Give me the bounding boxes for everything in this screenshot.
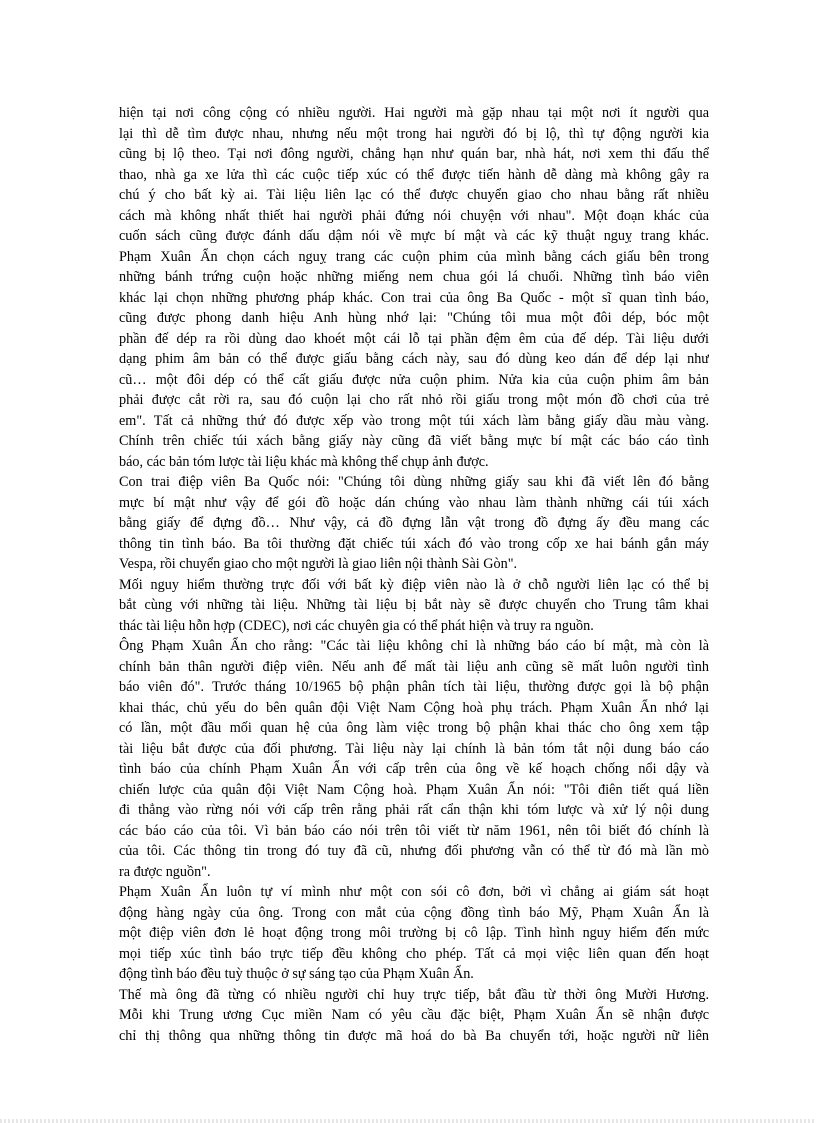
text-line: thác tài liệu hỗn hợp (CDEC), nơi các chuyên gia có thể phát hiện và truy ra nguồn. bbox=[119, 617, 594, 634]
text-line: em". Tất cả những thứ đó được xếp vào trong một túi xách làm bằng giấy dầu màu vàng. bbox=[119, 412, 709, 429]
text-line: cuốn sách cũng được đánh dấu dậm nói về mực bí mật và các kỹ thuật nguỵ trang khác. bbox=[119, 228, 709, 244]
text-line: chính bản thân người điệp viên. Nếu anh để mất tài liệu anh cũng sẽ mất luôn người tình bbox=[119, 658, 709, 675]
text-line: Chính trên chiếc túi xách bằng giấy này cũng đã viết bằng mực bí mật các báo cáo tình bbox=[119, 433, 709, 449]
text-line: ra được nguồn". bbox=[119, 863, 211, 880]
page-bottom-edge bbox=[0, 1119, 816, 1123]
text-line: phần đế dép ra rồi dùng dao khoét một cái lỗ tại phần đệm êm của đế dép. Tài liệu dưới bbox=[119, 330, 709, 347]
text-line: mực bí mật như vậy để gói đồ hoặc dán chúng vào nhau làm thành những cái túi xách bbox=[119, 494, 709, 511]
text-line: cũng được phong danh hiệu Anh hùng nhớ lại: "Chúng tôi mua một đôi dép, bóc một bbox=[119, 310, 709, 326]
text-line: thông tin tình báo. Ba tôi thường đặt chiếc túi xách đó vào trong cốp xe hai bánh gắn máy bbox=[119, 535, 709, 552]
text-line: khai thác, chủ yếu do bên quân đội Việt Nam Cộng hoà phụ trách. Phạm Xuân Ẩn nhớ lại bbox=[119, 699, 709, 716]
text-line: động hàng ngày của ông. Trong con mắt của cộng đồng tình báo Mỹ, Phạm Xuân Ẩn là bbox=[119, 904, 709, 921]
text-line: một điệp viên đơn lẻ hoạt động trong môi trường bị cô lập. Tình hình nguy hiểm đến mức bbox=[119, 925, 709, 941]
text-line: động tình báo đều tuỳ thuộc ở sự sáng tạo của Phạm Xuân Ẩn. bbox=[119, 966, 474, 982]
text-line: thao, nhà ga xe lửa thì các cuộc tiếp xúc có thể được tiến hành dễ dàng mà không gây ra bbox=[119, 166, 709, 183]
text-line: chỉ thị thông qua những thông tin được mã hoá do bà Ba chuyển tới, hoặc người nữ liên bbox=[119, 1027, 709, 1044]
text-line: báo, các bản tóm lược tài liệu khác mà không thể chụp ảnh được. bbox=[119, 453, 489, 470]
text-line: phải được cắt rời ra, sau đó cuộn lại cho rất nhỏ rồi giấu trong một món đồ chơi của trẻ bbox=[119, 392, 709, 408]
text-line: Phạm Xuân Ẩn chọn cách nguỵ trang các cuộn phim của mình bằng cách giấu bên trong bbox=[119, 248, 709, 265]
text-line: chiến lược của quân đội Việt Nam Cộng hoà. Phạm Xuân Ẩn nói: "Tôi điên tiết quá liền bbox=[119, 781, 709, 798]
text-line: Con trai điệp viên Ba Quốc nói: "Chúng tôi dùng những giấy sau khi đã viết lên đó bằng bbox=[119, 474, 709, 490]
text-line: cách mà không nhất thiết hai người phải đứng nói chuyện với nhau". Một đoạn khác của bbox=[119, 207, 709, 224]
text-line: bằng giấy để đựng đồ… Như vậy, cả đồ đựng lẫn vật trong đồ đựng ấy đều mang các bbox=[119, 515, 709, 531]
text-line: Mối nguy hiểm thường trực đối với bất kỳ điệp viên nào là ở chỗ người liên lạc có thể bị bbox=[119, 576, 709, 593]
text-line: Thế mà ông đã từng có nhiều người chỉ huy trực tiếp, bắt đầu từ thời ông Mười Hương. bbox=[119, 986, 709, 1003]
text-line: Vespa, rồi chuyển giao cho một người là giao liên nội thành Sài Gòn". bbox=[119, 556, 518, 572]
text-line: hiện tại nơi công cộng có nhiều người. Hai người mà gặp nhau tại một nơi ít người qua bbox=[119, 105, 709, 121]
text-line: chú ý cho bất kỳ ai. Tài liệu liên lạc có thể được chuyển giao cho nhau bằng rất nhiều bbox=[119, 187, 709, 203]
text-line: bắt cùng với những tài liệu. Những tài liệu bị bắt này sẽ được chuyển cho Trung tâm khai bbox=[119, 597, 709, 613]
text-line: báo viên đó". Trước tháng 10/1965 bộ phận phân tích tài liệu, thường được gọi là bộ phận bbox=[119, 679, 709, 695]
text-line: những bánh trứng cuộn hoặc những miếng nem chua gói lá chuối. Những tình báo viên bbox=[119, 269, 709, 285]
text-line: của tôi. Các thông tin trong đó tuy đã cũ, nhưng đối phương vẫn có thể từ đó mà lần mò bbox=[119, 843, 709, 859]
text-line: dạng phim âm bản có thể được giấu bằng cách này, sau đó dùng keo dán để dép lại như bbox=[119, 351, 709, 367]
text-line: đi thẳng vào rừng nói với cấp trên rằng phải rất cẩn thận khi tóm lược và xử lý nội dung bbox=[119, 802, 709, 818]
text-line: Ông Phạm Xuân Ẩn cho rằng: "Các tài liệu không chỉ là những báo cáo bí mật, mà còn là bbox=[119, 638, 709, 654]
body-text bbox=[119, 103, 709, 1046]
text-line: mọi tiếp xúc tình báo trực tiếp đều không cho phép. Tất cả mọi việc liên quan đến hoạt bbox=[119, 945, 709, 962]
text-line: tình báo của chính Phạm Xuân Ẩn với cấp trên của ông về kế hoạch chống nổi dậy và bbox=[119, 761, 709, 777]
text-line: tài liệu bắt được của đối phương. Tài liệu này lại chính là bản tóm tắt nội dung báo cáo bbox=[119, 740, 709, 757]
text-line: Mỗi khi Trung ương Cục miền Nam có yêu cầu đặc biệt, Phạm Xuân Ẩn sẽ nhận được bbox=[119, 1007, 709, 1023]
text-line: khác lại chọn những phương pháp khác. Con trai của ông Ba Quốc - một sĩ quan tình báo, bbox=[119, 289, 709, 306]
text-line: các báo cáo của tôi. Vì bản báo cáo nói trên tôi viết từ năm 1961, nên tôi biết đó chính là bbox=[119, 822, 709, 839]
text-line: có lần, một đầu mối quan hệ của ông làm việc trong bộ phận khai thác cho ông xem tập bbox=[119, 720, 709, 736]
text-line: cũng bị lộ theo. Tại nơi đông người, chẳng hạn như quán bar, nhà hát, nơi xem thi đấu thể bbox=[119, 146, 709, 162]
text-line: Phạm Xuân Ẩn luôn tự ví mình như một con sói cô đơn, bởi vì chẳng ai giám sát hoạt bbox=[119, 884, 709, 900]
text-line: cũ… một đôi dép có thể cất giấu được nửa cuộn phim. Nửa kia của cuộn phim âm bản bbox=[119, 371, 709, 388]
text-line: lại thì dễ tìm được nhau, nhưng nếu một trong hai người đó bị lộ, thì tự động người kia bbox=[119, 125, 709, 142]
